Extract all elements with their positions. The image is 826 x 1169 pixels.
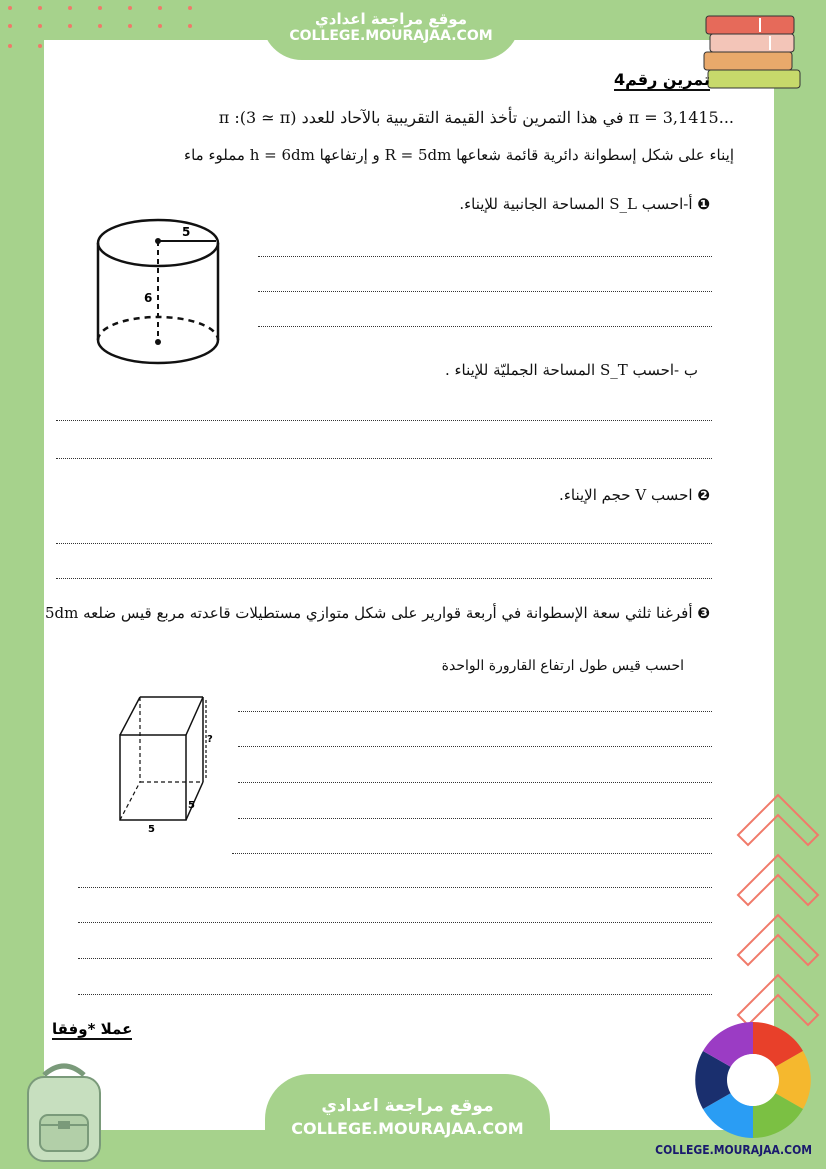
question-1a — [459, 195, 710, 213]
exercise-title: تمرين رقم4 — [613, 70, 710, 89]
question-2 — [559, 486, 710, 504]
cylinder-radius-label: 5 — [182, 225, 191, 239]
answer-line[interactable] — [258, 326, 712, 327]
bullet-2: ❷ — [697, 486, 710, 504]
answer-line[interactable] — [78, 958, 712, 959]
subjects-wheel-icon — [693, 1018, 813, 1142]
answer-line[interactable] — [56, 543, 712, 544]
answer-line[interactable] — [78, 887, 712, 888]
header-site-url[interactable]: COLLEGE.MOURAJAA.COM — [289, 28, 493, 44]
answer-line[interactable] — [258, 256, 712, 257]
bullet-3: ❸ — [697, 604, 710, 622]
prism-width-label: 5 — [148, 824, 155, 835]
problem-statement: إيناء على شكل إسطوانة دائرية قائمة شعاعها R = 5dm و إرتفاعها h = 6dm مملوء ماء — [184, 146, 734, 164]
answer-line[interactable] — [232, 853, 712, 854]
question-1a-text: أ-احسب S_L المساحة الجانبية للإيناء. — [459, 195, 693, 213]
header-site-arabic: موقع مراجعة اعدادي — [315, 10, 467, 28]
question-3 — [45, 604, 710, 622]
prism-depth-label: 5 — [188, 800, 195, 811]
bullet-1: ❶ — [697, 195, 710, 213]
prism-height-label: ? — [207, 734, 213, 745]
footer-brand[interactable]: COLLEGE.MOURAJAA.COM — [655, 1143, 812, 1157]
footer-banner — [265, 1074, 550, 1169]
prism-figure — [110, 690, 220, 835]
answer-line[interactable] — [78, 922, 712, 923]
footer-site-arabic: موقع مراجعة اعدادي — [321, 1096, 494, 1116]
chevron-decoration-icon — [730, 790, 820, 1040]
question-2-text: احسب V حجم الإيناء. — [559, 486, 693, 504]
header-banner — [262, 0, 520, 60]
answer-line[interactable] — [238, 711, 712, 712]
question-1b: ب -احسب S_T المساحة الجمليّة للإيناء . — [444, 361, 698, 379]
footer-site-url[interactable]: COLLEGE.MOURAJAA.COM — [291, 1119, 524, 1138]
cylinder-figure — [92, 210, 227, 380]
answer-line[interactable] — [56, 458, 712, 459]
answer-line[interactable] — [238, 746, 712, 747]
answer-line[interactable] — [56, 578, 712, 579]
answer-line[interactable] — [258, 291, 712, 292]
answer-line[interactable] — [238, 818, 712, 819]
backpack-icon — [14, 1055, 114, 1165]
cylinder-height-label: 6 — [144, 291, 153, 305]
question-3-text: أفرغنا ثلثي سعة الإسطوانة في أربعة قوارير على شكل متوازي مستطيلات قاعدته مربع قيس ضلعه 5dm — [45, 604, 693, 622]
signature: عملا *وفقا — [52, 1020, 133, 1038]
answer-line[interactable] — [78, 994, 712, 995]
question-3b: احسب قيس طول ارتفاع القارورة الواحدة — [441, 658, 684, 674]
answer-line[interactable] — [56, 420, 712, 421]
answer-line[interactable] — [238, 782, 712, 783]
books-icon — [700, 12, 810, 97]
pi-note: ...3,1415 = π في هذا التمرين تأخذ القيمة التقريبية بالآحاد للعدد π :(3 ≃ π) — [218, 108, 734, 127]
